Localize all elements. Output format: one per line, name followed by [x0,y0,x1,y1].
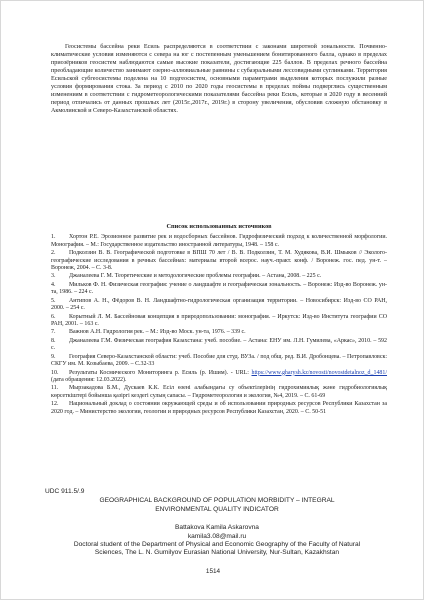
reference-text: Джаналеева Г. М. Теоретические и методологические проблемы географии. – Астана, 2008. – 225 с. [69,273,322,280]
reference-number: 8. [51,337,56,344]
reference-item [51,298,387,313]
affiliation-line-1: Doctoral student of the Department of Physical and Economic Geography of the Faculty of Natural [73,541,361,548]
author-email-text: kamila3.08@mail.ru [187,533,247,540]
author-email [45,533,389,540]
author-affiliation [45,541,389,558]
reference-number: 1. [51,234,56,240]
reference-text: Результаты Космического Мониторинга р. Есиль (р. Ишим). - URL: [69,369,249,376]
reference-text: Подколзин В. В. Географической подготовке в ВПШ 70 лет / В. В. Подколзин, Т. М. Худякова, В.И. Шмыков // Эколого-географические исследования в речных бассейнах: материалы второй всерос. науч.-практ. конф. / Воронеж. гос. пед. ун-т. – Воронеж, 2004. – С. 3-8. [51,249,387,272]
body-paragraph: Геосистемы бассейна реки Есиль распределяются в соответствии с законами широтной зональности. Почвенно-климатические условия изменяются с севера на юг с постепенным уменьшением бонитированного балла, однако в пределах приозёрников геосистем наблюдаются самые высокие показатели, достигающие 225 баллов. В пределах речного бассейна преобладающие количество занимают озерно-аллювиальные равнины с субаэральными лессовидными суглинками. Территория Есильской субгеосистемы поделена на 10 подгеосистем, основными параметрами выделения которых послужили разные условия формирования стока. За период с 2010 по 2020 годы геосистемы в пределах поймы подверглись существенным изменениям в соответствии с гидрометеорологическими показателями бассейна реки Есиль, которые в 2020 году в весенний период отличались от данных прошлых лет (2015г.,2017г., 2019г.) в сторону увеличения, обусловив сложную обстановку в Акмолинской и Северо-Казахстанской областях. [51,44,387,114]
reference-text-after: (дата обращения: 12.03.2022). [51,377,127,384]
reference-number: 7. [51,329,56,336]
reference-number: 3. [51,273,56,280]
reference-item [51,282,387,297]
reference-item [51,370,387,385]
reference-number: 4. [51,281,56,288]
reference-number: 6. [51,313,56,320]
reference-number: 12. [51,401,59,408]
references-list [51,234,387,417]
reference-text: Джаналеева Г.М. Физическая география Казахстана: учеб. пособие. – Астана: ЕНУ им. Л.Н. Гумилева, «Аркас», 2010. – 592 с. [51,337,387,352]
article-title [45,497,389,514]
reference-text: Мильков Ф. Н. Физическая география: учение о ландшафте и географическая зональность. – Воронеж: Изд-во Воронеж. ун-та, 1986. – 224 с. [51,281,387,296]
article-title-line-2: ENVIRONMENTAL QUALITY INDICATOR [155,505,279,513]
reference-number: 10. [51,369,59,376]
reference-text: Национальный доклад о состоянии окружающей среды и об использовании природных ресурсов Республики Казахстан за 2020 год. – Министерство экологии, геологии и природных ресурсов Республики Казахстан, 2020. – С. 50-51 [51,401,387,415]
reference-link[interactable]: https://www.gharysh.kz/novosti/novostdetalnoz_d_1481/ [251,369,388,376]
affiliation-line-2: Sciences, The L. N. Gumilyov Eurasian National University, Nur-Sultan, Kazakhstan [94,549,340,557]
reference-item [51,401,387,416]
reference-item [51,329,387,337]
body-text [51,43,387,115]
reference-item [51,354,387,369]
reference-item [51,385,387,400]
reference-item [51,314,387,329]
reference-item [51,250,387,273]
reference-number: 11. [51,385,59,392]
reference-item [51,234,387,249]
page-number: 1514 [205,568,221,575]
author-name: Battakova Kamila Askarovna [175,524,259,531]
reference-number: 9. [51,353,56,360]
reference-number: 2. [51,249,56,256]
reference-text: География Северо-Казахстанской области: учеб. Пособие для студ. ВУЗа. / под общ. ред. В.И. Дробонцева. – Петропавловск: СКГУ им. М. Козыбаева, 2009. – С.32-33 [51,353,387,368]
reference-item [51,338,387,353]
article-title-line-1: GEOGRAPHICAL BACKGROUND OF POPULATION MORBIDITY – INTEGRAL [99,497,335,504]
udc-code: UDC 911.5/.9 [45,488,85,495]
reference-number: 5. [51,297,56,304]
reference-text: Хортон Р.Е. Эрозионное развитие рек и водосборных бассейнов. Гидрофизический подход к количественной морфологии. Монография. – М.: Государственное издательство иностранной литературы, 1948. – 158 с. [51,234,387,248]
reference-text: Антипов А. Н., Фёдоров В. Н. Ландшафтно-гидрологическая организация территории. – Новосибирск: Изд-во СО РАН, 2000. – 254 с. [51,297,387,312]
references-title: Список использованных источников [166,223,272,230]
reference-item [51,273,387,281]
reference-text: Корытный Л. М. Бассейновая концепция в природопользовании: монография. – Иркутск: Изд-во Института географии СО РАН, 2001. – 163 с. [51,313,387,328]
reference-text: Мырзакадова Б.М., Дускаев К.К. Есіл өзені алабындағы су объектілерінің гидрохимиялық және гидробиологиялық көрсеткіштері бойынша қазіргі кездегі сулың сапасы. – Гидрометеорология и экология, №4, 2019. – С. 61-69 [51,385,387,400]
reference-text: Важнов А.Н. Гидрология рек. – М.: Изд-во Моск. ун-та, 1976. – 339 с. [69,329,246,336]
